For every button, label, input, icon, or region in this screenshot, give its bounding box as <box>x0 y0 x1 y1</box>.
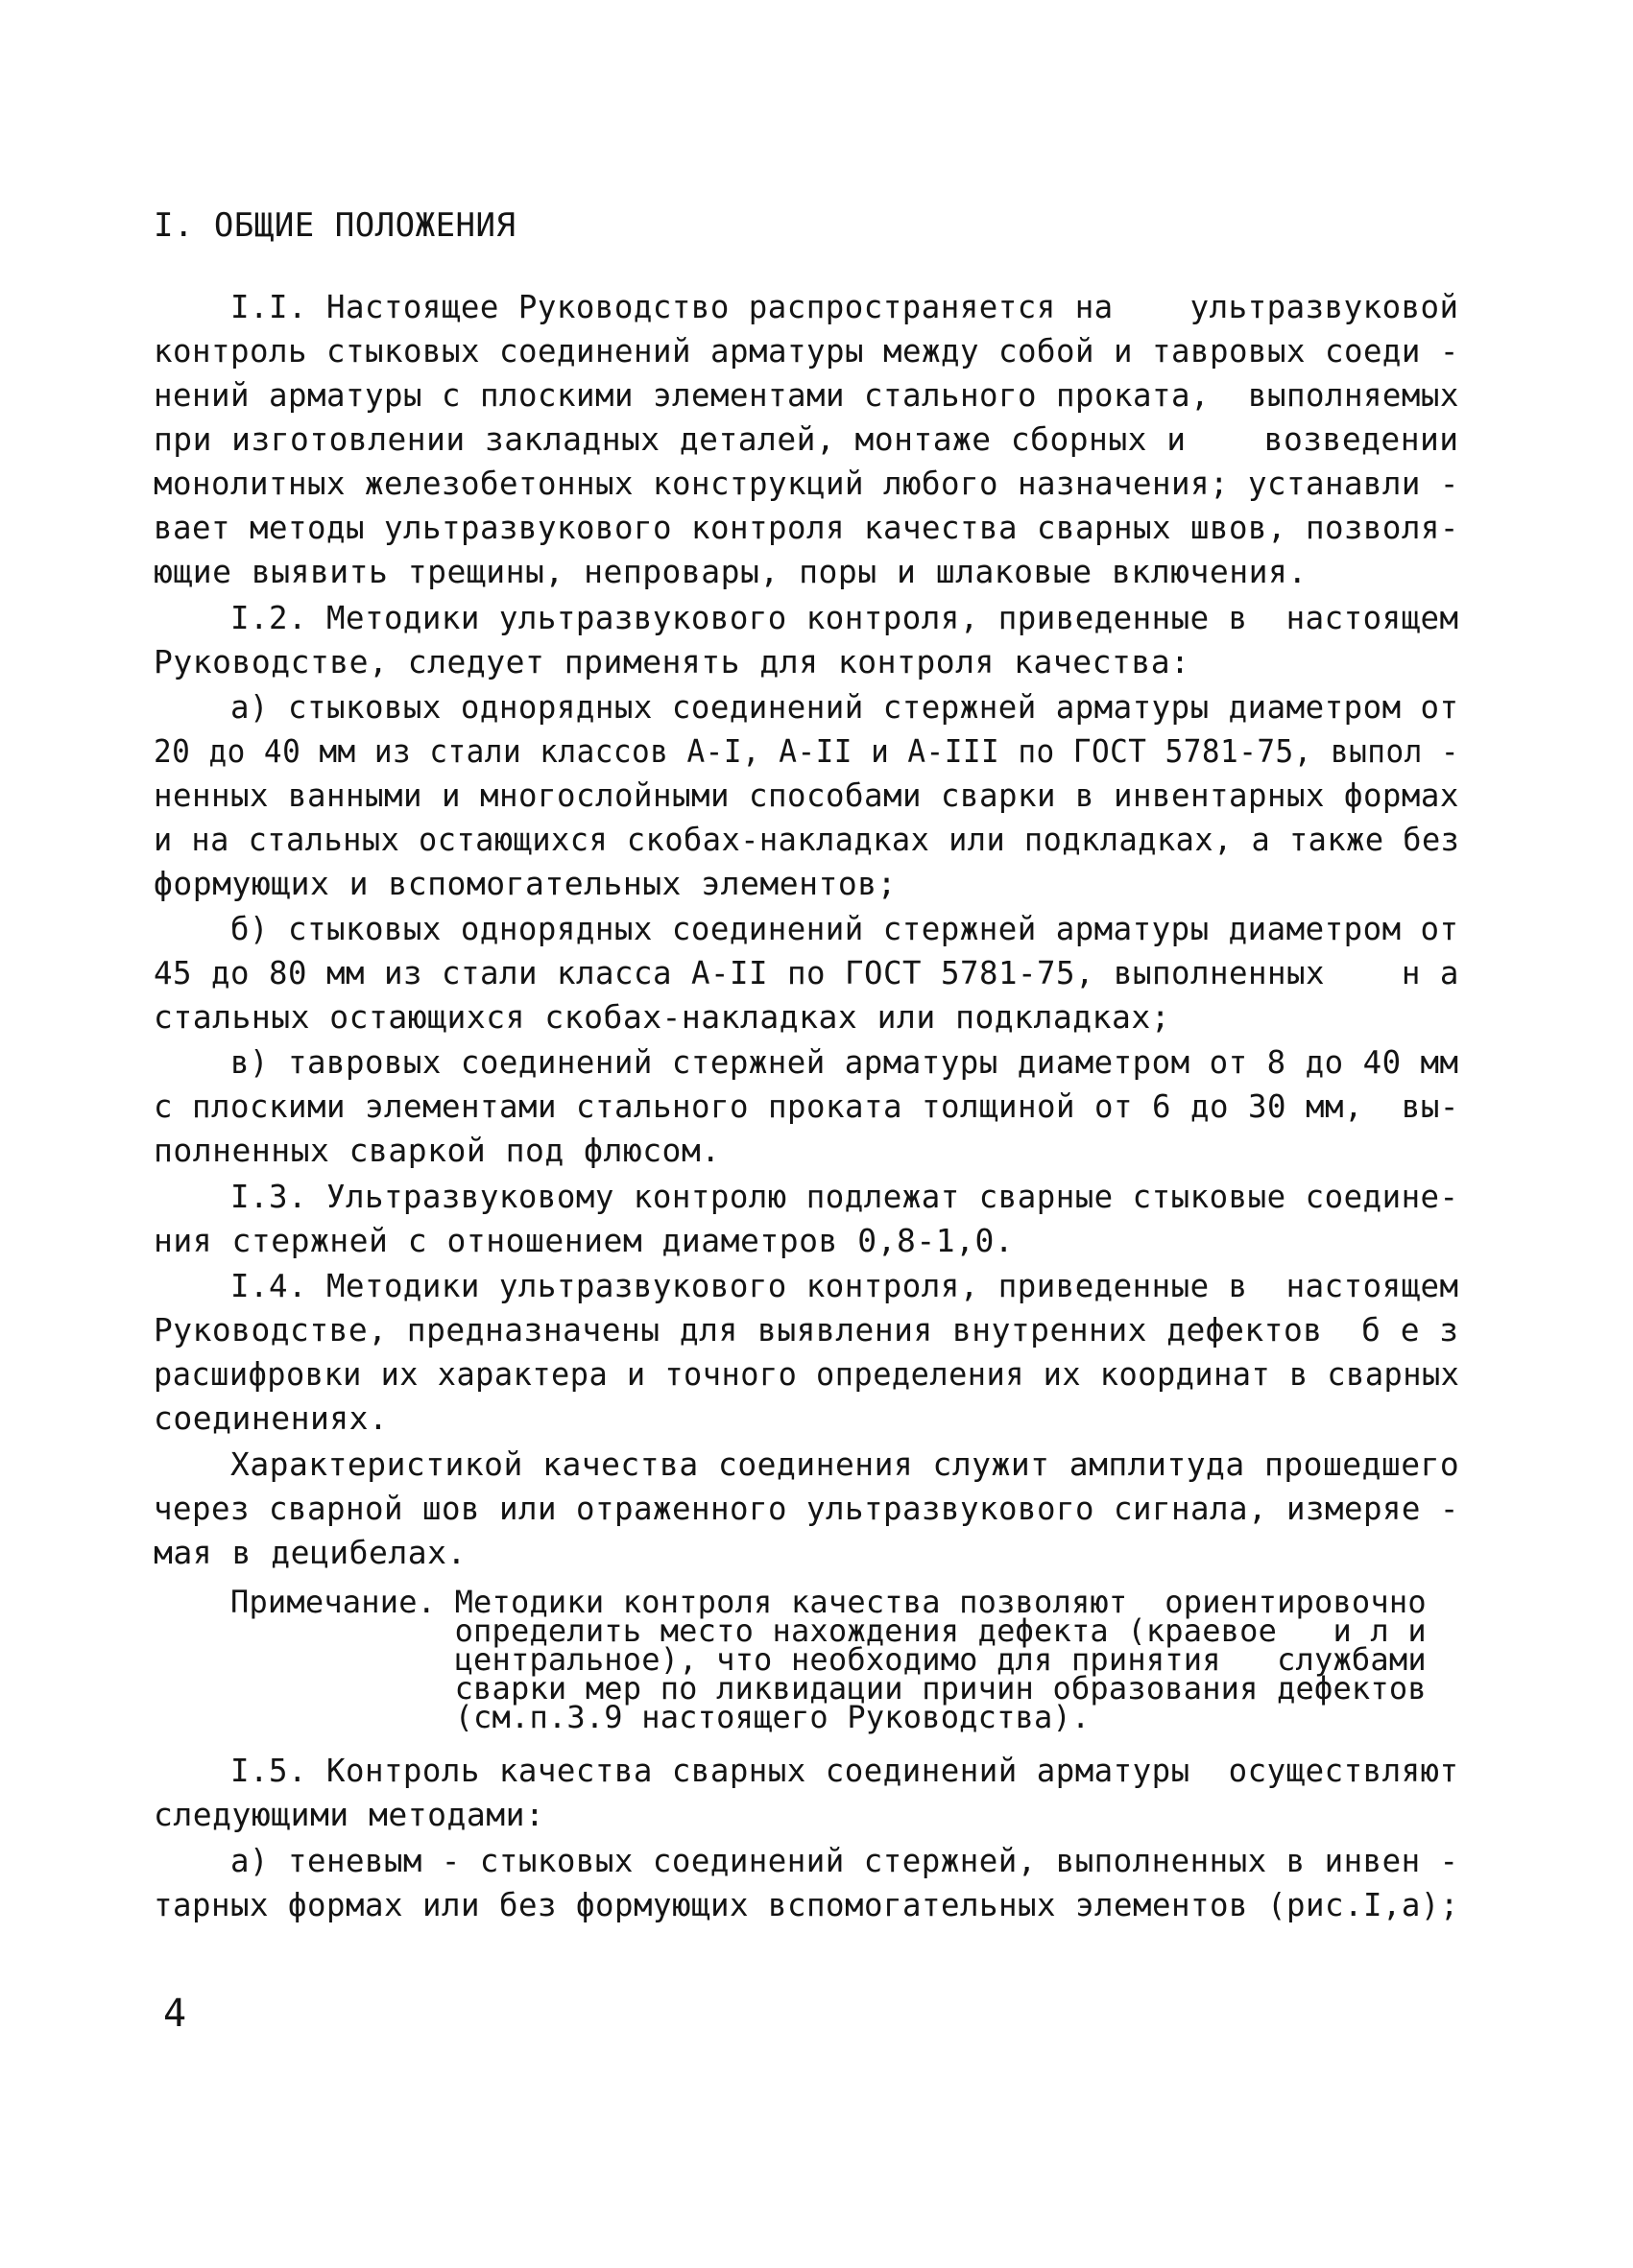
text-line: Руководстве, следует применять для контроля качества: <box>154 643 1190 680</box>
note-line: определить место нахождения дефекта (краевое и л и <box>230 1612 1427 1649</box>
text-line: I.5. Контроль качества сварных соединений арматуры осуществляют <box>230 1752 1459 1789</box>
text-line: ненных ванными и многослойными способами сварки в инвентарных формах <box>154 776 1459 814</box>
text-line: Характеристикой качества соединения служит амплитуда прошедшего <box>230 1445 1460 1483</box>
text-line: полненных сваркой под флюсом. <box>154 1132 721 1169</box>
section-heading: I. ОБЩИЕ ПОЛОЖЕНИЯ <box>154 206 516 245</box>
text-line: с плоскими элементами стального проката толщиной от 6 до 30 мм, вы- <box>154 1087 1459 1125</box>
text-line: 45 до 80 мм из стали класса А-II по ГОСТ 5781-75, выполненных н а <box>154 954 1459 991</box>
text-line: тарных формах или без формующих вспомогательных элементов (рис.I,а); <box>154 1886 1459 1923</box>
text-line: I.4. Методики ультразвукового контроля, приведенные в настоящем <box>230 1267 1459 1304</box>
text-line: в) тавровых соединений стержней арматуры диаметром от 8 до 40 мм <box>230 1043 1459 1081</box>
text-line: расшифровки их характера и точного определения их координат в сварных <box>154 1355 1460 1393</box>
text-line: I.3. Ультразвуковому контролю подлежат сварные стыковые соедине- <box>230 1178 1459 1215</box>
text-line: I.I. Настоящее Руководство распространяется на ультразвуковой <box>230 288 1459 325</box>
text-line: контроль стыковых соединений арматуры между собой и тавровых соеди - <box>154 332 1459 370</box>
note-line: Примечание. Методики контроля качества позволяют ориентировочно <box>230 1584 1427 1620</box>
text-line: I.2. Методики ультразвукового контроля, приведенные в настоящем <box>230 599 1459 636</box>
text-line: при изготовлении закладных деталей, монтаже сборных и возведении <box>154 420 1459 458</box>
text-line: а) теневым - стыковых соединений стержней, выполненных в инвен - <box>230 1842 1459 1879</box>
note-line: сварки мер по ликвидации причин образования дефектов <box>230 1670 1427 1707</box>
text-line: ния стержней с отношением диаметров 0,8-1,0. <box>154 1222 1015 1259</box>
text-line: следующими методами: <box>154 1796 545 1833</box>
note-line: (см.п.3.9 настоящего Руководства). <box>230 1699 1091 1735</box>
text-line: ющие выявить трещины, непровары, поры и шлаковые включения. <box>154 553 1308 590</box>
text-line: мая в децибелах. <box>154 1534 467 1571</box>
text-line: стальных остающихся скобах-накладках или подкладках; <box>154 998 1171 1036</box>
text-line: монолитных железобетонных конструкций любого назначения; устанавли - <box>154 465 1459 502</box>
note-line: центральное), что необходимо для принятия службами <box>230 1641 1427 1678</box>
text-line: б) стыковых однорядных соединений стержней арматуры диаметром от <box>230 910 1459 947</box>
text-line: вает методы ультразвукового контроля качества сварных швов, позволя- <box>154 509 1459 546</box>
text-line: формующих и вспомогательных элементов; <box>154 865 897 902</box>
text-line: и на стальных остающихся скобах-накладках или подкладках, а также без <box>154 821 1460 858</box>
text-line: нений арматуры с плоскими элементами стального проката, выполняемых <box>154 376 1459 414</box>
text-line: Руководстве, предназначены для выявления внутренних дефектов б е з <box>154 1311 1459 1349</box>
text-line: а) стыковых однорядных соединений стержней арматуры диаметром от <box>230 688 1459 726</box>
text-line: через сварной шов или отраженного ультразвукового сигнала, измеряе - <box>154 1490 1459 1527</box>
page-number: 4 <box>163 1992 187 2036</box>
text-line: соединениях. <box>154 1399 389 1437</box>
text-line: 20 до 40 мм из стали классов А-I, А-II и А-III по ГОСТ 5781-75, выпол - <box>154 732 1460 770</box>
